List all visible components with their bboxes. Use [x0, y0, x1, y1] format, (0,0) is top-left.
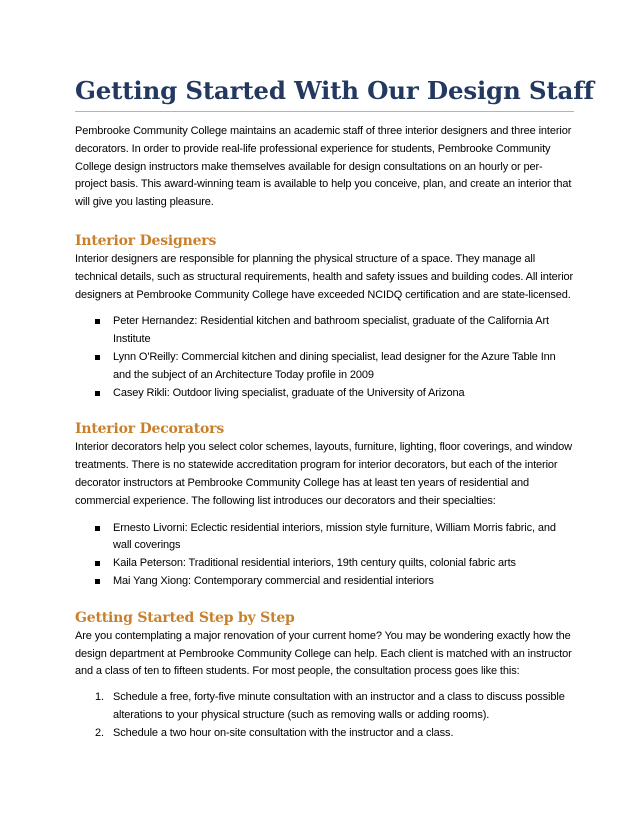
bullet-icon — [95, 319, 100, 324]
step-number: 1. — [95, 691, 104, 704]
designers-paragraph: Interior designers are responsible for planning the physical structure of a space. They manage all technical details, such as structural requirements, health and safety issues and building codes. All interior designers at Pembrooke Community College have exceeded NCIDQ certification and are state-licensed. — [75, 252, 574, 301]
bullet-icon — [95, 579, 100, 584]
steps-list — [75, 689, 574, 742]
heading-getting-started-steps: Getting Started Step by Step — [75, 609, 295, 626]
list-item — [75, 573, 574, 591]
list-item-text: Kaila Peterson: Traditional residential interiors, 19th century quilts, colonial fabric arts — [113, 557, 516, 570]
bullet-icon — [95, 355, 100, 360]
designers-list — [75, 313, 574, 402]
list-item-text: Casey Rikli: Outdoor living specialist, graduate of the University of Arizona — [113, 386, 465, 399]
list-item-text: Ernesto Livorni: Eclectic residential interiors, mission style furniture, William Morris fabric, and wall coverings — [113, 521, 556, 552]
title-underline — [75, 111, 574, 112]
list-item — [75, 725, 574, 743]
heading-interior-designers: Interior Designers — [75, 232, 217, 249]
list-item — [75, 385, 574, 403]
list-item — [75, 520, 574, 556]
heading-interior-decorators: Interior Decorators — [75, 421, 225, 438]
decorators-list — [75, 520, 574, 591]
bullet-icon — [95, 391, 100, 396]
step-number: 2. — [95, 726, 104, 739]
page-title: Getting Started With Our Design Staff — [75, 76, 594, 105]
list-item-text: Peter Hernandez: Residential kitchen and bathroom specialist, graduate of the California Art Institute — [113, 315, 549, 346]
list-item — [75, 689, 574, 725]
decorators-paragraph: Interior decorators help you select color schemes, layouts, furniture, lighting, floor coverings, and window treatments. There is no statewide accreditation program for interior decorators, but each of the interior decorator instructors at Pembrooke Community College has at least ten years of residential and commercial experience. The following list introduces our decorators and their specialties: — [75, 441, 572, 507]
list-item-text: Lynn O'Reilly: Commercial kitchen and dining specialist, lead designer for the Azure Table Inn and the subject of an Architecture Today profile in 2009 — [113, 350, 556, 381]
intro-paragraph: Pembrooke Community College maintains an academic staff of three interior designers and three interior decorators. In order to provide real-life professional experience for students, Pembrooke Community College design instructors make themselves available for design consultations on an hourly or per-project basis. This award-winning team is available to help you conceive, plan, and create an interior that will give you lasting pleasure. — [75, 125, 572, 209]
bullet-icon — [95, 561, 100, 566]
list-item-text: Schedule a two hour on-site consultation with the instructor and a class. — [113, 726, 454, 739]
list-item — [75, 349, 574, 385]
bullet-icon — [95, 526, 100, 531]
steps-paragraph: Are you contemplating a major renovation of your current home? You may be wondering exactly how the design department at Pembrooke Community College can help. Each client is matched with an instructor and a class of ten to fifteen students. For most people, the consultation process goes like this: — [75, 629, 572, 678]
list-item-text: Mai Yang Xiong: Contemporary commercial and residential interiors — [113, 574, 434, 587]
list-item — [75, 555, 574, 573]
list-item-text: Schedule a free, forty-five minute consultation with an instructor and a class to discuss possible alterations to your physical structure (such as removing walls or adding rooms). — [113, 691, 565, 721]
list-item — [75, 313, 574, 349]
